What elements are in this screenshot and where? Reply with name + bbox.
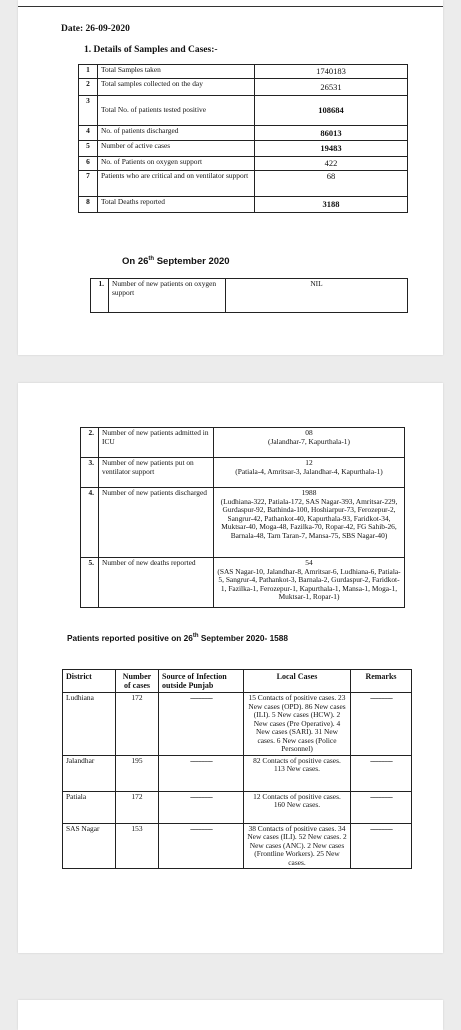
table-row — [79, 197, 408, 213]
source-cell: --------------- — [159, 755, 244, 791]
value-number: 12 — [305, 458, 313, 467]
table-header-row — [63, 670, 412, 693]
remarks-cell: --------------- — [351, 791, 412, 823]
district-cases-table — [62, 669, 412, 869]
row-label: Patients who are critical and on ventilator support — [98, 171, 255, 197]
row-label: Number of new patients put on ventilator support — [99, 458, 214, 488]
serial-number: 6 — [79, 157, 98, 171]
table-row — [63, 693, 412, 756]
positive-cases-heading — [67, 633, 288, 643]
row-label: Total samples collected on the day — [98, 79, 255, 96]
district-name: SAS Nagar — [63, 823, 116, 869]
table-row — [63, 823, 412, 869]
value-detail: (Patiala-4, Amritsar-3, Jalandhar-4, Kapurthala-1) — [235, 466, 383, 476]
heading-prefix: Patients reported positive on 26 — [67, 633, 193, 643]
table-row — [79, 171, 408, 197]
row-label: Total No. of patients tested positive — [98, 96, 255, 126]
serial-number: 7 — [79, 171, 98, 197]
district-name: Ludhiana — [63, 693, 116, 756]
value-detail: (SAS Nagar-10, Jalandhar-8, Amritsar-6, Ludhiana-6, Patiala-5, Sangrur-4, Pathankot-3, Barnala-2, Gurdaspur-2, Faridkot-1, Fazilka-1, Ferozepur-1, Kapurthala-1, Mansa-1, Moga-1, Muktsar-1, Ropar-1) — [217, 566, 401, 601]
row-value: 68 — [255, 171, 408, 197]
document-page-2 — [18, 383, 443, 953]
row-value — [214, 488, 405, 558]
row-label: Number of new patients on oxygen support — [109, 279, 226, 313]
serial-number: 1. — [91, 279, 109, 313]
serial-number: 5 — [79, 141, 98, 157]
table-row — [81, 428, 405, 458]
column-header-remarks: Remarks — [351, 670, 412, 693]
row-label: Number of new patients discharged — [99, 488, 214, 558]
row-value: NIL — [226, 279, 408, 313]
remarks-cell: --------------- — [351, 823, 412, 869]
serial-number: 2 — [79, 79, 98, 96]
row-label: No. of Patients on oxygen support — [98, 157, 255, 171]
oxygen-support-table — [90, 278, 408, 313]
row-value: 3188 — [255, 197, 408, 213]
value-number: 54 — [305, 558, 313, 567]
row-value: 26531 — [255, 79, 408, 96]
table-row — [79, 96, 408, 126]
row-value — [214, 458, 405, 488]
row-value: 422 — [255, 157, 408, 171]
heading-suffix: September 2020- 1588 — [198, 633, 289, 643]
case-count: 153 — [116, 823, 159, 869]
local-cases: 15 Contacts of positive cases. 23 New cases (OPD). 86 New cases (ILI). 5 New cases (HCW). 2 New cases (Pre Operative). 4 New cases (SARI). 31 New cases. 6 New cases (Police Personnel) — [244, 693, 351, 756]
table-row — [81, 558, 405, 608]
table-row — [91, 279, 408, 313]
section-heading: 1. Details of Samples and Cases:- — [84, 45, 218, 55]
local-cases: 82 Contacts of positive cases. 113 New cases. — [244, 755, 351, 791]
on-date-heading — [122, 256, 230, 267]
serial-number: 8 — [79, 197, 98, 213]
page-top-rule — [18, 6, 443, 7]
table-row — [63, 791, 412, 823]
row-value: 1740183 — [255, 65, 408, 79]
district-name: Jalandhar — [63, 755, 116, 791]
local-cases: 38 Contacts of positive cases. 34 New cases (ILI). 52 New cases. 2 New cases (ANC). 2 New cases (Frontline Workers). 25 New cases. — [244, 823, 351, 869]
table-row — [79, 157, 408, 171]
row-value — [214, 428, 405, 458]
row-label: Number of new deaths reported — [99, 558, 214, 608]
column-header-cases: Number of cases — [116, 670, 159, 693]
column-header-district: District — [63, 670, 116, 693]
row-value: 19483 — [255, 141, 408, 157]
case-count: 172 — [116, 693, 159, 756]
row-label: Number of new patients admitted in ICU — [99, 428, 214, 458]
case-count: 195 — [116, 755, 159, 791]
document-page-1 — [18, 0, 443, 355]
samples-cases-table — [78, 64, 408, 213]
district-name: Patiala — [63, 791, 116, 823]
row-value: 86013 — [255, 126, 408, 141]
local-cases: 12 Contacts of positive cases. 160 New cases. — [244, 791, 351, 823]
serial-number: 1 — [79, 65, 98, 79]
column-header-local: Local Cases — [244, 670, 351, 693]
serial-number: 4. — [81, 488, 99, 558]
serial-number: 5. — [81, 558, 99, 608]
remarks-cell: --------------- — [351, 755, 412, 791]
row-label: Total Deaths reported — [98, 197, 255, 213]
serial-number: 2. — [81, 428, 99, 458]
source-cell: --------------- — [159, 823, 244, 869]
row-label: Number of active cases — [98, 141, 255, 157]
heading-sup: th — [192, 633, 199, 640]
table-row — [81, 458, 405, 488]
value-number: 1988 — [301, 488, 317, 497]
report-date: Date: 26-09-2020 — [61, 24, 130, 34]
serial-number: 4 — [79, 126, 98, 141]
row-value — [214, 558, 405, 608]
case-count: 172 — [116, 791, 159, 823]
table-row — [81, 488, 405, 558]
table-row — [79, 65, 408, 79]
table-row — [79, 126, 408, 141]
table-row — [79, 141, 408, 157]
row-value: 108684 — [255, 96, 408, 126]
table-row — [63, 755, 412, 791]
row-label: No. of patients discharged — [98, 126, 255, 141]
remarks-cell: --------------- — [351, 693, 412, 756]
on-date-prefix: On 26 — [122, 256, 149, 268]
column-header-source: Source of Infection outside Punjab — [159, 670, 244, 693]
document-page-3 — [18, 1000, 443, 1030]
on-date-sup: th — [148, 256, 155, 262]
value-number: 08 — [305, 428, 313, 437]
row-label: Total Samples taken — [98, 65, 255, 79]
serial-number: 3 — [79, 96, 98, 126]
serial-number: 3. — [81, 458, 99, 488]
source-cell: --------------- — [159, 693, 244, 756]
source-cell: --------------- — [159, 791, 244, 823]
on-date-suffix: September 2020 — [154, 256, 230, 268]
new-updates-table — [80, 427, 405, 608]
table-row — [79, 79, 408, 96]
value-detail: (Jalandhar-7, Kapurthala-1) — [268, 436, 350, 446]
value-detail: (Ludhiana-322, Patiala-172, SAS Nagar-393, Amritsar-229, Gurdaspur-92, Bathinda-100, Hoshiarpur-73, Ferozepur-2, Sangrur-42, Pathankot-40, Kapurthala-93, Faridkot-34, Muktsar-40, Moga-48, Fazilka-70, Ropar-42, FG Sahib-26, Barnala-48, Tarn Taran-7, Mansa-75, SBS Nagar-40) — [220, 496, 398, 540]
